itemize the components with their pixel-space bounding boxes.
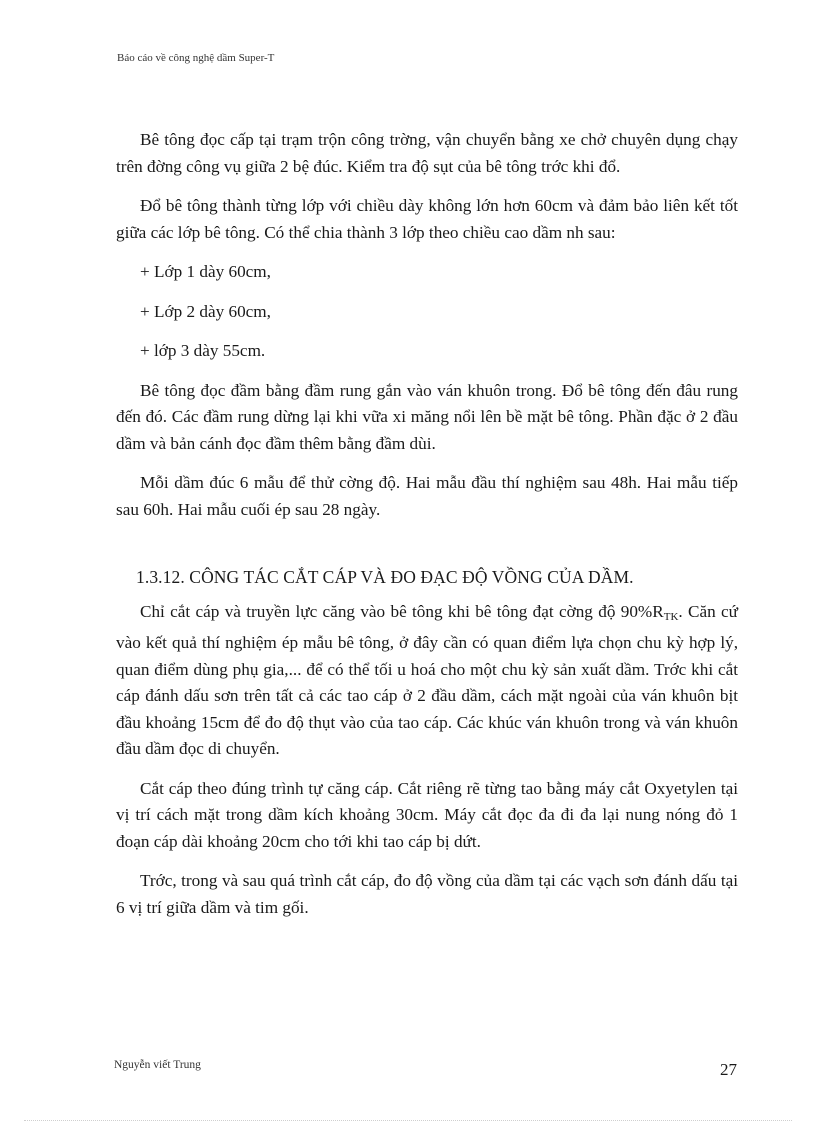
page-edge-divider [24,1120,792,1121]
list-item-layer-2: + Lớp 2 dày 60cm, [140,301,271,321]
paragraph-cable-cutting-conditions [116,599,738,763]
paragraph-concrete-supply: Bê tông đọc cấp tại trạm trộn công trờng, vận chuyển bằng xe chở chuyên dụng chạy trên đờng công vụ giữa 2 bệ đúc. Kiểm tra độ sụt của bê tông trớc khi đổ. [116,130,738,176]
paragraph-samples: Mỗi dầm đúc 6 mẫu để thử cờng độ. Hai mẫu đầu thí nghiệm sau 48h. Hai mẫu tiếp sau 60h. Hai mẫu cuối ép sau 28 ngày. [116,473,738,519]
document-body [116,127,738,934]
paragraph-text-rest: . Căn cứ vào kết quả thí nghiệm ép mẫu bê tông, ở đây cần có quan điểm lựa chọn chu kỳ hợp lý, quan điểm dùng phụ gia,... để có thể tối u hoá cho một chu kỳ sản xuất dầm. Trớc khi cắt cáp đánh dấu sơn trên tất cả các tao cáp ở 2 đầu dầm, cách mặt ngoài của ván khuôn bịt đầu khoảng 15cm để đo độ thụt vào của tao cáp. Các khúc ván khuôn trong và ván khuôn đầu dầm đọc di chuyển. [116,601,738,758]
paragraph-concrete-layers: Đổ bê tông thành từng lớp với chiều dày không lớn hơn 60cm và đảm bảo liên kết tốt giữa các lớp bê tông. Có thể chia thành 3 lớp theo chiều cao dầm nh sau: [116,196,738,242]
paragraph-camber-measurement: Trớc, trong và sau quá trình cắt cáp, đo độ vồng của dầm tại các vạch sơn đánh dấu tại 6 vị trí giữa dầm và tim gối. [116,871,738,917]
subscript-tk: TK [663,610,679,623]
paragraph-text-main: Chỉ cắt cáp và truyền lực căng vào bê tông khi bê tông đạt cờng độ 90%R [140,601,664,621]
running-header: Báo cáo về công nghệ dầm Super-T [117,52,275,64]
section-heading: 1.3.12. CÔNG TÁC CẮT CÁP VÀ ĐO ĐẠC ĐỘ VỒNG CỦA DẦM. [136,567,634,587]
list-item-layer-3: + lớp 3 dày 55cm. [140,341,266,360]
list-item-layer-1: + Lớp 1 dày 60cm, [140,262,271,281]
paragraph-vibration: Bê tông đọc đầm bằng đầm rung gắn vào ván khuôn trong. Đổ bê tông đến đâu rung đến đó. Các đầm rung dừng lại khi vữa xi măng nổi lên bề mặt bê tông. Phần đặc ở 2 đầu dầm và bản cánh đọc đầm thêm bằng đầm dùi. [116,380,738,453]
paragraph-cutting-procedure: Cắt cáp theo đúng trình tự căng cáp. Cắt riêng rẽ từng tao bằng máy cắt Oxyetylen tại vị trí cách mặt trong dầm kích khoảng 30cm. Máy cắt đọc đa đi đa lại nung nóng đỏ 1 đoạn cáp dài khoảng 20cm cho tới khi tao cáp bị dứt. [116,778,738,851]
footer-author: Nguyễn viết Trung [114,1059,201,1071]
page-number: 27 [720,1060,737,1079]
